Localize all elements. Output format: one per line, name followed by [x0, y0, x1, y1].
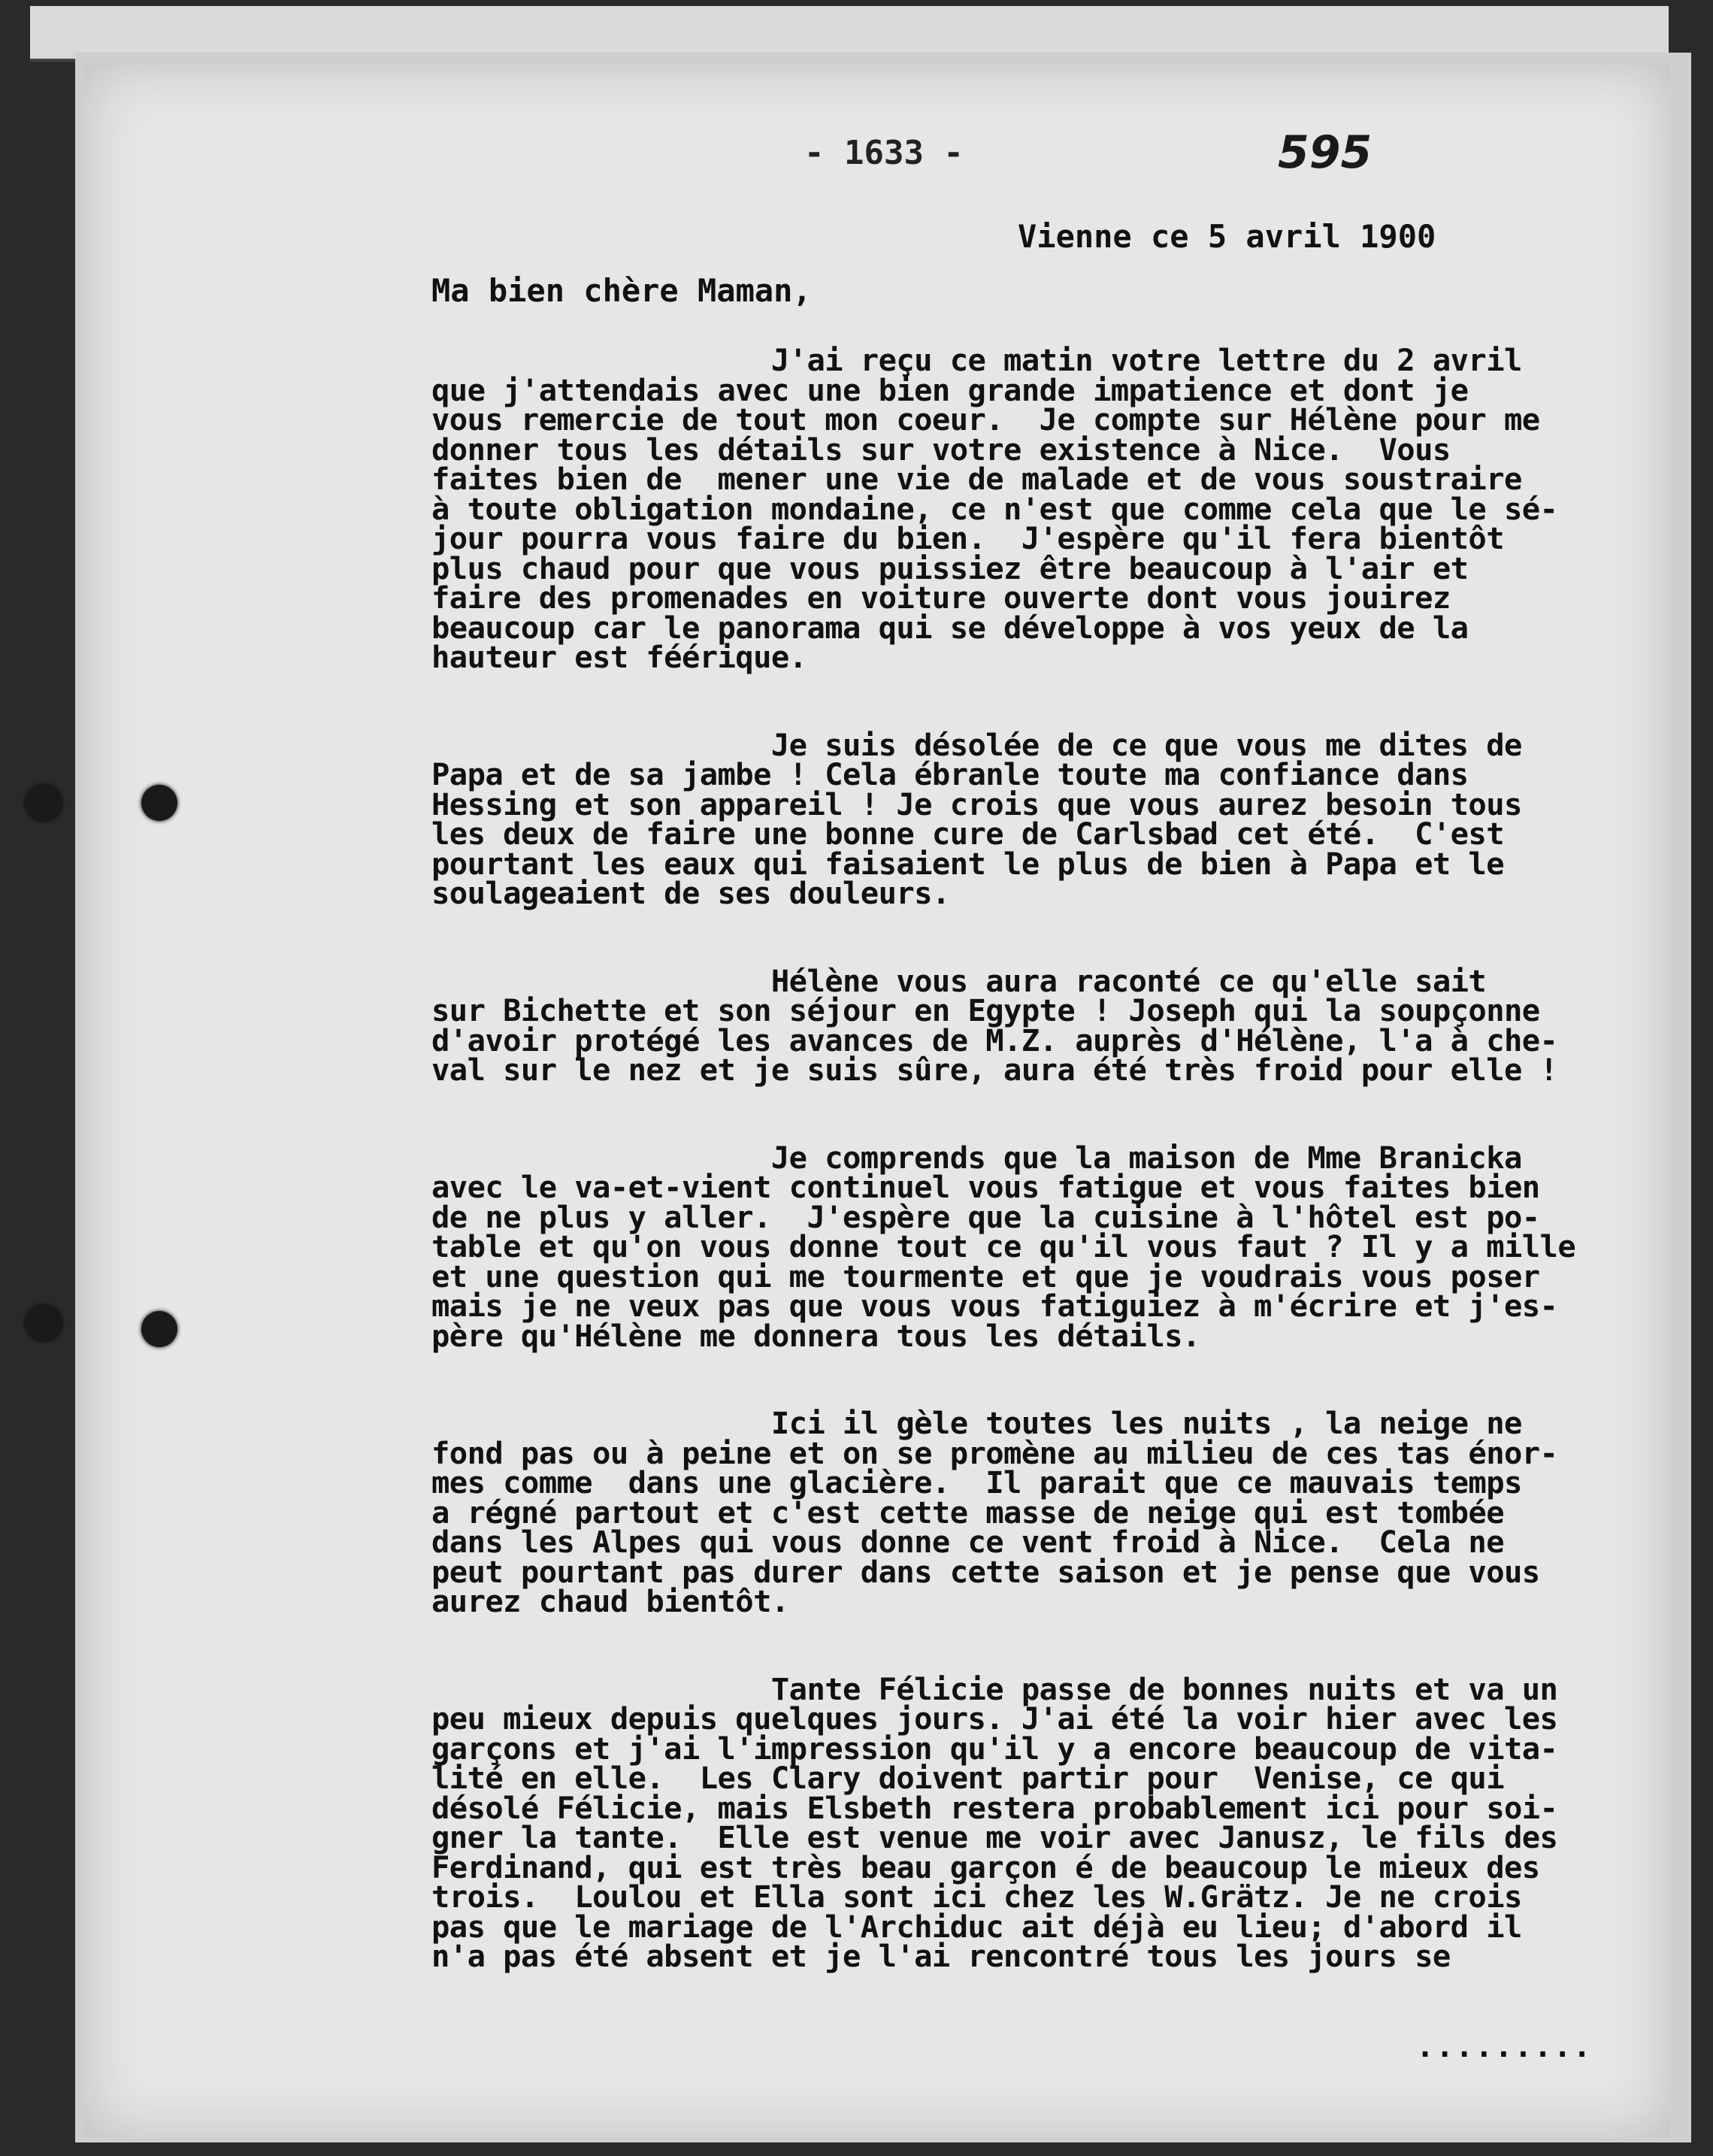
page-number: - 1633 - [804, 134, 964, 172]
handwritten-folio-number: 595 [1278, 126, 1373, 179]
letter-body [431, 342, 1657, 2030]
punch-hole [141, 1311, 177, 1347]
text-line: trois. Loulou et Ella sont ici chez les W.Grätz. Je ne crois [431, 1879, 1522, 1915]
text-line: Hessing et son appareil ! Je crois que vous aurez besoin tous [431, 786, 1522, 822]
text-line: J'ai reçu ce matin votre lettre du 2 avril [431, 342, 1522, 378]
text-line: avec le va-et-vient continuel vous fatigue et vous faites bien [431, 1169, 1540, 1205]
paragraph [431, 1405, 1657, 1619]
text-line: mais je ne veux pas que vous vous fatiguiez à m'écrire et j'es- [431, 1288, 1558, 1324]
text-line: plus chaud pour que vous puissiez être beaucoup à l'air et [431, 550, 1469, 586]
text-line: gner la tante. Elle est venue me voir avec Janusz, le fils des [431, 1819, 1558, 1855]
text-line: de ne plus y aller. J'espère que la cuisine à l'hôtel est po- [431, 1198, 1540, 1235]
text-line: soulageaient de ses douleurs. [431, 875, 950, 911]
text-line: Papa et de sa jambe ! Cela ébranle toute ma confiance dans [431, 756, 1469, 792]
text-line: Ferdinand, qui est très beau garçon é de beaucoup le mieux des [431, 1849, 1540, 1885]
text-line: garçons et j'ai l'impression qu'il y a encore beaucoup de vita- [431, 1730, 1558, 1767]
text-line: sur Bichette et son séjour en Egypte ! Joseph qui la soupçonne [431, 992, 1540, 1028]
paragraph [431, 726, 1657, 911]
text-line: père qu'Hélène me donnera tous les détails. [431, 1317, 1200, 1354]
text-line: pas que le mariage de l'Archiduc ait déjà eu lieu; d'abord il [431, 1908, 1522, 1945]
text-line: Ici il gèle toutes les nuits , la neige ne [431, 1405, 1522, 1441]
text-line: hauteur est féérique. [431, 639, 807, 675]
text-line: que j'attendais avec une bien grande impatience et dont je [431, 371, 1469, 408]
text-line: dans les Alpes qui vous donne ce vent froid à Nice. Cela ne [431, 1524, 1504, 1560]
text-line: pourtant les eaux qui faisaient le plus de bien à Papa et le [431, 845, 1504, 882]
text-line: beaucoup car le panorama qui se développe à vos yeux de la [431, 609, 1469, 646]
paragraph [431, 342, 1657, 675]
continuation-dots: ......... [1416, 2030, 1593, 2064]
text-line: d'avoir protégé les avances de M.Z. auprès d'Hélène, l'a à che- [431, 1022, 1558, 1058]
text-line: vous remercie de tout mon coeur. Je compte sur Hélène pour me [431, 401, 1540, 438]
punch-hole [26, 1305, 62, 1341]
text-line: Je suis désolée de ce que vous me dites de [431, 726, 1522, 763]
text-line: n'a pas été absent et je l'ai rencontré tous les jours se [431, 1938, 1451, 1974]
punch-hole [141, 785, 177, 821]
text-line: Tante Félicie passe de bonnes nuits et va un [431, 1670, 1558, 1707]
date-line: Vienne ce 5 avril 1900 [1018, 218, 1436, 255]
punch-hole [26, 785, 62, 821]
text-line: lité en elle. Les Clary doivent partir pour Venise, ce qui [431, 1760, 1504, 1796]
text-line: Je comprends que la maison de Mme Branicka [431, 1139, 1522, 1176]
paragraph [431, 962, 1657, 1088]
text-line: faites bien de mener une vie de malade et de vous soustraire [431, 461, 1522, 497]
text-line: jour pourra vous faire du bien. J'espère qu'il fera bientôt [431, 520, 1504, 556]
text-line: a régné partout et c'est cette masse de neige qui est tombée [431, 1494, 1504, 1531]
text-line: mes comme dans une glacière. Il parait que ce mauvais temps [431, 1464, 1522, 1500]
text-line: peut pourtant pas durer dans cette saison et je pense que vous [431, 1553, 1540, 1590]
text-line: les deux de faire une bonne cure de Carlsbad cet été. C'est [431, 816, 1504, 852]
text-line: faire des promenades en voiture ouverte dont vous jouirez [431, 580, 1451, 616]
text-line: fond pas ou à peine et on se promène au milieu de ces tas énor- [431, 1434, 1558, 1471]
text-line: aurez chaud bientôt. [431, 1583, 789, 1619]
text-line: à toute obligation mondaine, ce n'est que comme cela que le sé- [431, 490, 1558, 527]
text-line: donner tous les détails sur votre existence à Nice. Vous [431, 431, 1451, 468]
text-line: et une question qui me tourmente et que je voudrais vous poser [431, 1258, 1540, 1295]
paragraph [431, 1139, 1657, 1354]
text-line: désolé Félicie, mais Elsbeth restera probablement ici pour soi- [431, 1789, 1558, 1826]
text-line: table et qu'on vous donne tout ce qu'il vous faut ? Il y a mille [431, 1228, 1576, 1264]
paragraph [431, 1670, 1657, 1974]
text-line: val sur le nez et je suis sûre, aura été très froid pour elle ! [431, 1052, 1558, 1088]
text-line: peu mieux depuis quelques jours. J'ai été la voir hier avec les [431, 1700, 1558, 1737]
salutation: Ma bien chère Maman, [431, 272, 812, 309]
text-line: Hélène vous aura raconté ce qu'elle sait [431, 962, 1487, 999]
